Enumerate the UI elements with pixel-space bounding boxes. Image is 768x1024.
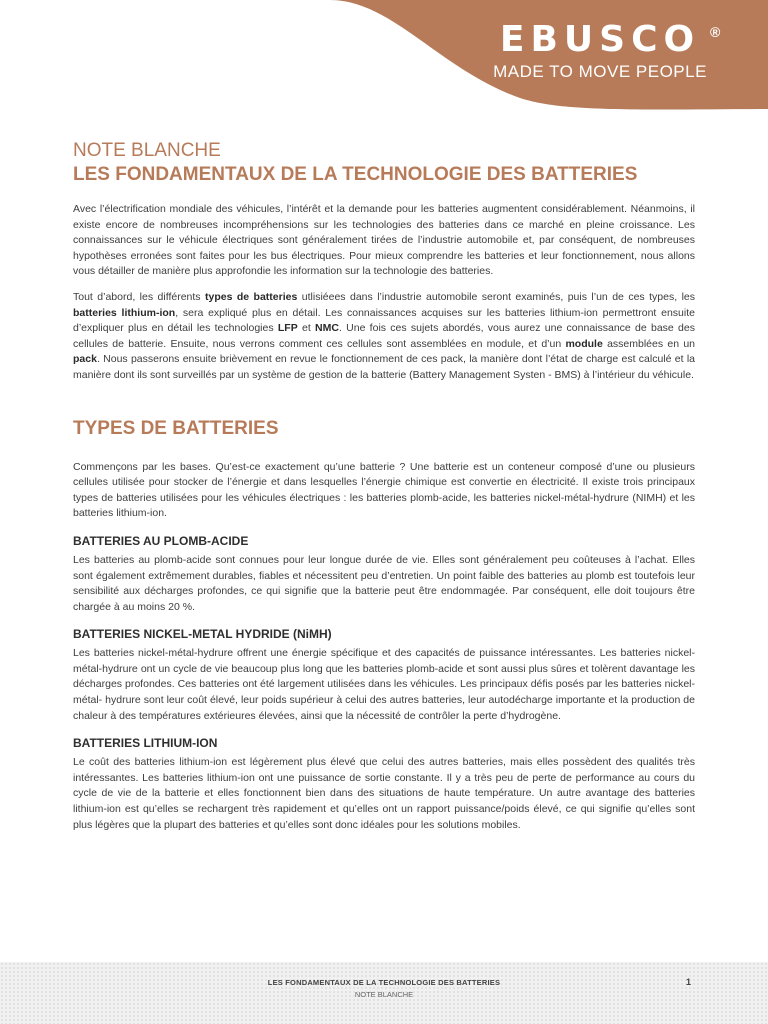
text-run: Tout d’abord, les différents [73,290,205,303]
brand-logo [470,18,730,82]
page-number: 1 [686,977,692,987]
bold-term: module [565,337,603,350]
text-run: , sera expliqué plus en détail. Les connaissances acquises sur les batteries lithium-ion permettront ensuite d’expliquer plus en détail les technologies [73,306,695,335]
subsection-text-lead-acid: Les batteries au plomb-acide sont connues pour leur longue durée de vie. Elles sont généralement peu coûteuses à l’achat. Elles sont également extrêmement durables, fiables et nécessitent peu d’entretien. Un point faible des batteries au plomb est toutefois leur sensibilité aux décharges profondes, ce qui signifie que la batterie peut être endommagée. Par conséquent, elle doit toujours être chargée à au moins 20 %. [73,553,695,613]
intro-paragraph-1: Avec l’électrification mondiale des véhicules, l’intérêt et la demande pour les batteries augmentent considérablement. Néanmoins, il existe encore de nombreuses incompréhensions sur les technologies des batteries dans ce marché en pleine croissance. Les connaissances sur le véhicule électriques sont généralement tirées de l’industrie automobile et, par conséquent, de nombreuses hypothèses erronées sont faites pour les bus électriques. Pour mieux comprendre les batteries et leur fonctionnement, nous allons vous détailler de manière plus approfondie les information sur la technologie des batteries. [73,203,695,278]
registered-mark: ® [710,24,721,40]
text-run: . Une fois ces sujets abordés, vous aurez une connaissance de base des cellules de batterie. Ensuite, nous verrons comment ces cellules sont assemblées en module, et d’un [73,322,695,350]
bold-term: batteries lithium-ion [73,306,176,319]
subsection-text-nimh: Les batteries nickel-métal-hydrure offrent une énergie spécifique et des capacités de puissance intéressantes. Les batteries nickel-métal-hydrure ont un cycle de vie beaucoup plus long que les batteries plomb-acide et sont aussi plus sûres et tolèrent davantage les décharges profondes. Ces batteries ont été largement utilisées dans les véhicules. Les principaux défis posés par les batteries nickel-métal- hydrure sont leur coût élevé, leur poids supérieur à celui des autres batteries, leur autodécharge importante et la production de chaleur à des températures extérieures élevées, ainsi que la nécessité de contrôler la perte d’hydrogène. [73,647,695,722]
bold-term: NMC [315,322,339,335]
text-run: utlisiéees dans l’industrie automobile seront examinés, puis l’un de ces types, les [297,290,695,303]
brand-tagline: MADE TO MOVE PEOPLE [493,62,707,81]
bold-term: pack [73,353,97,366]
section-title-types: TYPES DE BATTERIES [73,417,279,439]
subsection-title-nimh: BATTERIES NICKEL-METAL HYDRIDE (NiMH) [73,627,332,642]
subsection-title-lead-acid: BATTERIES AU PLOMB-ACIDE [73,533,249,548]
logo-wordmark: EBUSCO [499,19,701,60]
types-intro-paragraph: Commençons par les bases. Qu’est-ce exactement qu’une batterie ? Une batterie est un conteneur composé d’une ou plusieurs cellules utilisée pour stocker de l’énergie et dans lesquelles l’énergie chimique est convertie en électricité. Il existe trois principaux types de batteries utilisées pour les véhicules électriques : les batteries plomb-acide, les batteries nickel-métal-hydrure (NIMH) et les batteries lithium-ion. [73,460,695,520]
subsection-title-lithium-ion: BATTERIES LITHIUM-ION [73,736,218,751]
subsection-text-lithium-ion: Le coût des batteries lithium-ion est légèrement plus élevé que celui des autres batteries, mais elles possèdent des qualités très intéressantes. Les batteries lithium-ion ont une puissance de sortie constante. Il y a très peu de perte de performance au cours du cycle de vie de la batterie et elles fonctionnent bien dans des situations de haute température. Un autre avantage des batteries lithium-ion est qu’elles se rechargent très rapidement et qu’elles ont un rapport puissance/poids élevé, ce qui signifie qu’elles sont plus légères que la plupart des batteries et qu’elles sont donc idéales pour les solutions mobiles. [73,756,695,831]
footer-title: LES FONDAMENTAUX DE LA TECHNOLOGIE DES BATTERIES [267,978,501,987]
text-run: . Nous passerons ensuite brièvement en revue le fonctionnement de ces pack, la manière dont l’état de charge est calculé et la manière dont ils sont surveillés par un système de gestion de la batterie (Battery Management Systen - BMS) à l’intérieur du véhicule. [73,353,695,381]
text-run: assemblées en un [602,337,695,350]
intro-paragraph-2 [73,290,695,384]
bold-term: types de batteries [204,290,298,303]
document-body [73,139,695,843]
document-title: LES FONDAMENTAUX DE LA TECHNOLOGIE DES BATTERIES [73,164,638,185]
bold-term: LFP [277,322,298,335]
text-run: et [297,322,316,335]
document-kicker: NOTE BLANCHE [73,140,221,161]
footer-subtitle: NOTE BLANCHE [354,990,414,999]
